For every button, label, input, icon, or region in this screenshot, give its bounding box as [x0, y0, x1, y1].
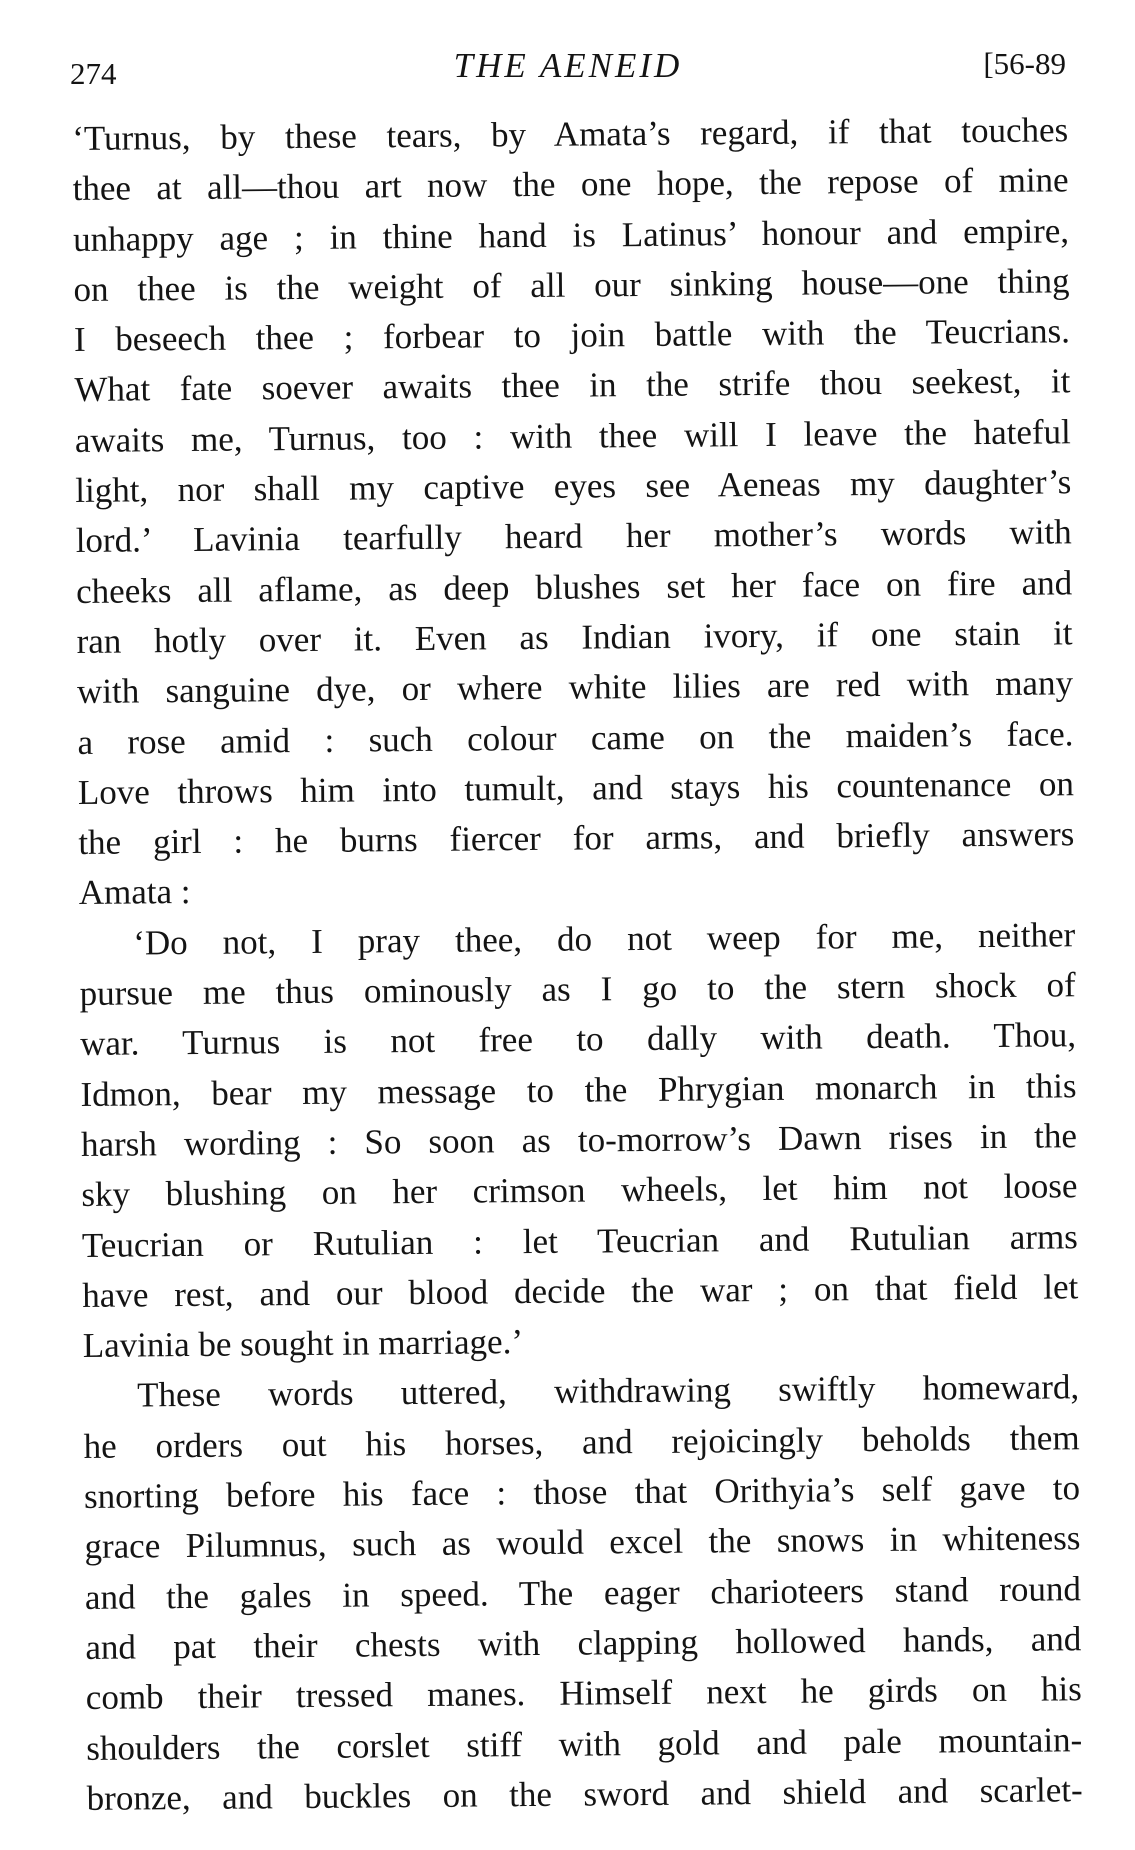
text-line: ‘Do not, I pray thee, do not weep for me, neither — [133, 915, 1076, 963]
text-line: have rest, and our blood decide the war ; on that field let — [82, 1267, 1079, 1315]
text-line: Amata : — [78, 872, 191, 913]
text-line: Lavinia be sought in marriage.’ — [82, 1322, 524, 1366]
text-line: Teucrian or Rutulian : let Teucrian and Rutulian arms — [81, 1216, 1079, 1265]
text-line: comb their tressed manes. Himself next he girds on his — [85, 1669, 1082, 1718]
text-line: the girl : he burns fiercer for arms, and briefly answers — [78, 814, 1075, 863]
text-line: shoulders the corslet stiff with gold and pale mountain- — [86, 1719, 1083, 1768]
text-line: Love throws him into tumult, and stays his countenance on — [77, 764, 1075, 812]
text-line: and pat their chests with clapping hollowed hands, and — [85, 1619, 1082, 1667]
text-line: These words uttered, withdrawing swiftly homeward, — [137, 1367, 1080, 1415]
page-header — [70, 46, 1066, 102]
text-line: he orders out his horses, and rejoicingly beholds them — [83, 1417, 1080, 1466]
text-line: light, nor shall my captive eyes see Aeneas my daughter’s — [75, 462, 1072, 511]
body-text — [72, 105, 1083, 1824]
text-line: and the gales in speed. The eager charioteers stand round — [84, 1568, 1082, 1617]
text-line: pursue me thus ominously as I go to the stern shock of — [79, 965, 1076, 1014]
text-line: snorting before his face : those that Orithyia’s self gave to — [83, 1468, 1081, 1516]
text-line: harsh wording : So soon as to-morrow’s Dawn rises in the — [80, 1116, 1078, 1164]
text-line: awaits me, Turnus, too : with thee will I leave the hateful — [74, 412, 1071, 460]
page-number: 274 — [70, 56, 117, 91]
text-line: cheeks all aflame, as deep blushes set her face on fire and — [75, 562, 1073, 611]
text-line: Idmon, bear my message to the Phrygian monarch in this — [80, 1065, 1077, 1114]
text-line: with sanguine dye, or where white lilies are red with many — [76, 663, 1074, 712]
text-line: war. Turnus is not free to dally with death. Thou, — [79, 1015, 1077, 1064]
text-line: grace Pilumnus, such as would excel the snows in whiteness — [84, 1518, 1081, 1567]
text-line: ran hotly over it. Even as Indian ivory, if one stain it — [76, 613, 1073, 661]
text-line: on thee is the weight of all our sinking house—one thing — [73, 261, 1070, 309]
text-line: unhappy age ; in thine hand is Latinus’ honour and empire, — [72, 210, 1070, 259]
text-line: bronze, and buckles on the sword and shield and scarlet- — [86, 1770, 1083, 1818]
text-line: a rose amid : such colour came on the maiden’s face. — [77, 713, 1074, 762]
text-line: I beseech thee ; forbear to join battle with the Teucrians. — [73, 311, 1071, 360]
text-line: thee at all—thou art now the one hope, the repose of mine — [72, 160, 1069, 209]
line-range: [56-89 — [983, 46, 1066, 81]
text-line: ‘Turnus, by these tears, by Amata’s regard, if that touches — [72, 110, 1069, 158]
text-line: sky blushing on her crimson wheels, let him not loose — [81, 1166, 1078, 1215]
text-line: What fate soever awaits thee in the strife thou seekest, it — [74, 361, 1071, 410]
running-title: THE AENEID — [453, 46, 683, 85]
text-line: lord.’ Lavinia tearfully heard her mother’s words with — [75, 512, 1072, 561]
